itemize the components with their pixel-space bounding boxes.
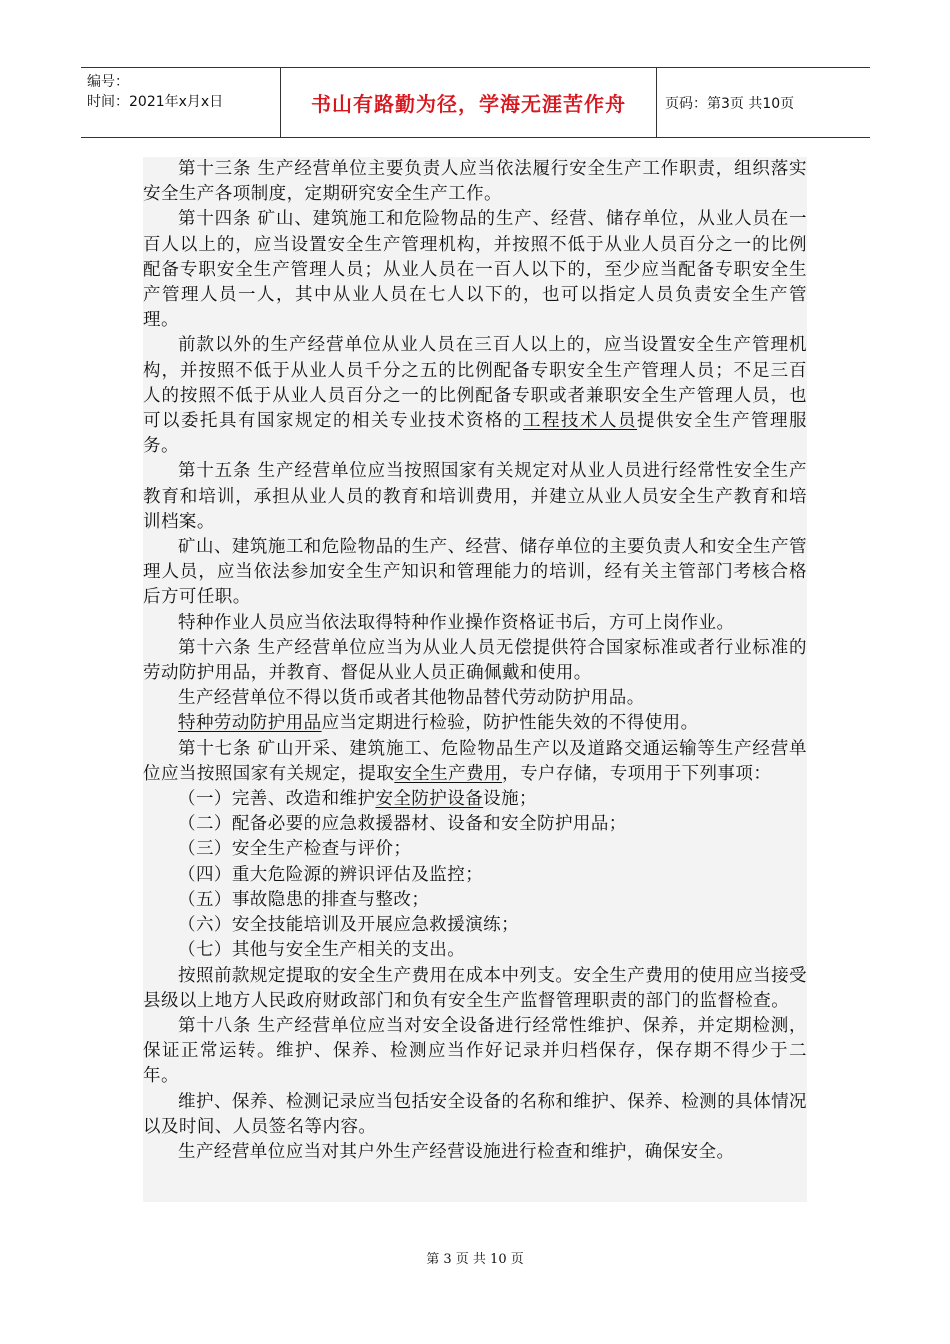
page-header	[81, 67, 870, 138]
paragraph-text: 设施；	[483, 789, 538, 810]
hyperlink-term[interactable]: 工程技术人员	[523, 411, 638, 432]
list-item: （五）事故隐患的排查与整改；	[178, 889, 430, 910]
article-paragraph: 第十四条 矿山、建筑施工和危险物品的生产、经营、储存单位，从业人员在一百人以上的，应当设置安全生产管理机构，并按照不低于从业人员百分之一的比例配备专职安全生产管理人员；从业人员在一百人以下的，至少应当配备专职安全生产管理人员一人，其中从业人员在七人以下的，也可以指定人员负责安全生产管理。	[143, 209, 807, 331]
page-footer: 第 3 页 共 10 页	[426, 1252, 524, 1267]
article-paragraph: 矿山、建筑施工和危险物品的生产、经营、储存单位的主要负责人和安全生产管理人员，应当依法参加安全生产知识和管理能力的培训，经有关主管部门考核合格后方可任职。	[143, 537, 807, 608]
hyperlink-term[interactable]: 安全防护设备	[375, 789, 484, 810]
header-motto-cell	[281, 68, 657, 137]
article-paragraph: 第十六条 生产经营单位应当为从业人员无偿提供符合国家标准或者行业标准的劳动防护用品，并教育、督促从业人员正确佩戴和使用。	[143, 637, 807, 684]
article-paragraph: 按照前款规定提取的安全生产费用在成本中列支。安全生产费用的使用应当接受县级以上地方人民政府财政部门和负有安全生产监督管理职责的部门的监督检查。	[143, 965, 807, 1011]
header-motto: 书山有路勤为径，学海无涯苦作舟	[311, 92, 626, 116]
header-page-info-cell	[657, 68, 870, 137]
paragraph-text: 应当定期进行检验，防护性能失效的不得使用。	[321, 713, 699, 734]
article-paragraph	[143, 711, 807, 736]
paragraph-text: 第十七条 矿山开采、建筑施工、危险物品生产以及道路交通运输等生产经营单位应当按照国家有关规定，提取	[143, 738, 807, 784]
paragraph-text: （一）完善、改造和维护	[178, 789, 376, 810]
article-paragraph: 第十三条 生产经营单位主要负责人应当依法履行安全生产工作职责，组织落实安全生产各项制度，定期研究安全生产工作。	[143, 159, 807, 205]
list-item	[143, 787, 807, 812]
document-date-label: 时间：2021年x月x日	[87, 94, 224, 110]
article-paragraph: 特种作业人员应当依法取得特种作业操作资格证书后，方可上岗作业。	[178, 612, 735, 633]
header-page-info: 页码：第3页 共10页	[665, 95, 795, 112]
list-item: （二）配备必要的应急救援器材、设备和安全防护用品；	[178, 814, 627, 835]
paragraph-text: 提供安全生产管理服务。	[143, 411, 808, 457]
article-paragraph: 第十五条 生产经营单位应当按照国家有关规定对从业人员进行经常性安全生产教育和培训，承担从业人员的教育和培训费用，并建立从业人员安全生产教育和培训档案。	[143, 461, 807, 532]
header-meta	[81, 68, 281, 137]
list-item: （三）安全生产检查与评价；	[178, 839, 412, 860]
article-paragraph	[143, 737, 807, 787]
list-item: （六）安全技能培训及开展应急救援演练；	[178, 915, 520, 936]
list-item: （四）重大危险源的辨识评估及监控；	[178, 864, 484, 885]
hyperlink-term[interactable]: 安全生产费用	[394, 763, 503, 784]
hyperlink-term[interactable]: 特种劳动防护用品	[178, 713, 322, 734]
document-number-label: 编号：	[87, 74, 129, 90]
document-body	[143, 157, 807, 1202]
list-item: （七）其他与安全生产相关的支出。	[178, 940, 466, 961]
article-paragraph: 第十八条 生产经营单位应当对安全设备进行经常性维护、保养，并定期检测，保证正常运转。维护、保养、检测应当作好记录并归档保存，保存期不得少于二年。	[143, 1015, 807, 1087]
article-paragraph: 生产经营单位应当对其户外生产经营设施进行检查和维护，确保安全。	[178, 1141, 735, 1162]
article-paragraph	[143, 333, 807, 459]
paragraph-text: ，专户存储，专项用于下列事项：	[502, 763, 772, 784]
article-paragraph: 维护、保养、检测记录应当包括安全设备的名称和维护、保养、检测的具体情况以及时间、人员签名等内容。	[143, 1091, 807, 1137]
article-paragraph: 生产经营单位不得以货币或者其他物品替代劳动防护用品。	[178, 688, 645, 709]
paragraph-text: 前款以外的生产经营单位从业人员在三百人以上的，应当设置安全生产管理机构，并按照不低于从业人员千分之五的比例配备专职安全生产管理人员；不足三百人的按照不低于从业人员百分之一的比例配备专职或者兼职安全生产管理人员，也可以委托具有国家规定的相关专业技术资格的	[143, 335, 807, 432]
